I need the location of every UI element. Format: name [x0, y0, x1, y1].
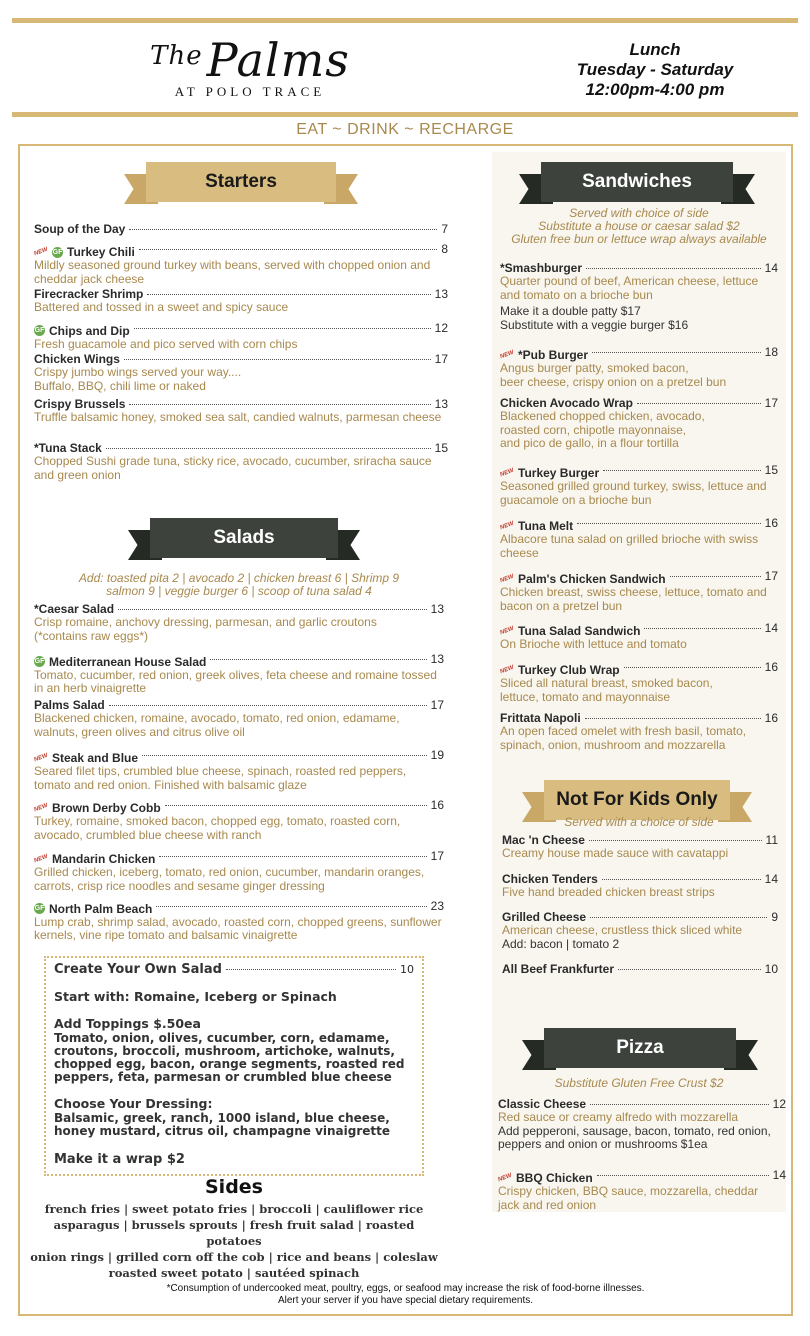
item-name-text: Mac 'n Cheese [502, 833, 585, 847]
item-description: Fresh guacamole and pico served with corn chips [34, 336, 298, 351]
item-name-text: Turkey Burger [518, 466, 600, 480]
item-price: 16 [764, 516, 778, 530]
item-extra: Make it a double patty $17 Substitute with a veggie burger $16 [500, 304, 689, 332]
item-name [502, 833, 585, 847]
new-badge-icon: NEW [499, 467, 515, 479]
create-salad-dressing-head: Choose Your Dressing: [54, 1096, 213, 1111]
leader-dots [602, 879, 761, 880]
item-price: 17 [764, 396, 778, 410]
hours-block [560, 40, 750, 100]
item-description: Blackened chicken, romaine, avocado, tomato, red onion, edamame, walnuts, green olives and citrus olive oil [34, 711, 400, 739]
item-price: 17 [430, 698, 444, 712]
leader-dots [159, 856, 426, 857]
item-name [34, 245, 135, 259]
logo-script [140, 26, 360, 90]
item-name [34, 852, 155, 866]
item-description: Crispy chicken, BBQ sauce, mozzarella, cheddar jack and red onion [498, 1184, 759, 1212]
salads-title: Salads [150, 518, 338, 558]
menu-item [34, 222, 448, 236]
item-name [500, 466, 599, 480]
leader-dots [129, 404, 430, 405]
new-badge-icon: NEW [33, 802, 49, 814]
item-name [34, 287, 143, 301]
item-description: Red sauce or creamy alfredo with mozzarella [498, 1110, 739, 1124]
kids-title: Not For Kids Only [544, 780, 730, 820]
item-name [34, 655, 206, 669]
item-price: 17 [430, 849, 444, 863]
item-description: Angus burger patty, smoked bacon, beer cheese, crispy onion on a pretzel bun [500, 361, 727, 389]
item-description: Battered and tossed in a sweet and spicy sauce [34, 300, 289, 314]
item-name [34, 902, 152, 916]
kids-note: Served with a choice of side [564, 815, 714, 829]
leader-dots [624, 667, 761, 668]
sides-line: roasted sweet potato | sautéed spinach [108, 1266, 360, 1280]
new-badge-icon: NEW [499, 349, 515, 361]
item-name-text: Palm's Chicken Sandwich [518, 572, 666, 586]
new-badge-icon: NEW [33, 752, 49, 764]
item-description: Quarter pound of beef, American cheese, lettuce and tomato on a brioche bun [500, 274, 759, 302]
menu-item [34, 698, 444, 739]
item-description: Seared filet tips, crumbled blue cheese, spinach, roasted red peppers, tomato and red onion. Finished with balsamic glaze [34, 764, 407, 792]
menu-item [500, 569, 778, 613]
gluten-free-icon: GF [34, 905, 45, 912]
item-description: Sliced all natural breast, smoked bacon, lettuce, tomato and mayonnaise [500, 676, 713, 704]
top-gold-rule [12, 18, 798, 23]
item-name [500, 519, 573, 533]
sandwiches-title: Sandwiches [541, 162, 733, 202]
menu-item [34, 321, 448, 351]
item-name-text: *Caesar Salad [34, 602, 115, 616]
item-description: Crisp romaine, anchovy dressing, parmesan, and garlic croutons (*contains raw eggs*) [34, 615, 377, 643]
item-price: 23 [430, 899, 444, 913]
item-price: 9 [771, 910, 778, 924]
item-name-text: Mediterranean House Salad [49, 654, 207, 669]
item-name [498, 1171, 593, 1185]
logo [140, 26, 360, 106]
item-description: An open faced omelet with fresh basil, tomato, spinach, onion, mushroom and mozzarella [500, 724, 747, 752]
item-name [500, 348, 588, 362]
leader-dots [147, 294, 430, 295]
item-description: Chicken breast, swiss cheese, lettuce, tomato and bacon on a pretzel bun [500, 585, 767, 613]
item-name-text: Brown Derby Cobb [52, 801, 161, 815]
item-price: 14 [764, 872, 778, 886]
salads-note: Add: toasted pita 2 | avocado 2 | chicken breast 6 | Shrimp 9 salmon 9 | veggie burger 6 | scoop of tuna salad 4 [78, 571, 400, 598]
sides-line: french fries | sweet potato fries | broccoli | cauliflower rice [44, 1202, 424, 1216]
item-description: On Brioche with lettuce and tomato [500, 637, 687, 651]
salads-banner [128, 518, 360, 558]
logo-subtitle: AT POLO TRACE [174, 84, 326, 99]
menu-item [34, 397, 448, 425]
create-salad-title: Create Your Own Salad [54, 962, 222, 977]
menu-item [500, 711, 778, 752]
leader-dots [142, 755, 427, 756]
item-price: 18 [764, 345, 778, 359]
item-price: 14 [772, 1168, 786, 1182]
leader-dots [129, 229, 437, 230]
menu-item [502, 872, 778, 900]
leader-dots [637, 403, 761, 404]
menu-item [34, 242, 448, 286]
item-description: Grilled chicken, iceberg, tomato, red onion, cucumber, mandarin oranges, carrots, crisp rice noodles and sesame ginger dressing [34, 865, 425, 893]
item-name-text: Frittata Napoli [500, 711, 581, 725]
item-price: 16 [764, 660, 778, 674]
leader-dots [109, 705, 427, 706]
item-price: 17 [764, 569, 778, 583]
item-name-text: Firecracker Shrimp [34, 287, 144, 301]
item-description: Blackened chopped chicken, avocado, roasted corn, chipotle mayonnaise, and pico de gallo, in a flour tortilla [500, 409, 705, 450]
kids-banner [522, 780, 752, 820]
item-name-text: Steak and Blue [52, 751, 139, 765]
item-name [34, 352, 120, 366]
hours-days: Tuesday - Saturday [576, 60, 734, 79]
new-badge-icon: NEW [499, 625, 515, 637]
item-name-text: Chicken Avocado Wrap [500, 396, 633, 410]
leader-dots [644, 628, 760, 629]
menu-item [502, 833, 778, 861]
menu-item [34, 849, 444, 893]
menu-item [502, 962, 778, 976]
item-name [500, 624, 640, 638]
item-name-text: All Beef Frankfurter [502, 962, 615, 976]
leader-dots [577, 523, 761, 524]
item-price: 16 [430, 798, 444, 812]
menu-item [34, 602, 444, 643]
pizza-note: Substitute Gluten Free Crust $2 [554, 1076, 724, 1090]
leader-dots [156, 906, 426, 907]
gluten-free-icon: GF [52, 248, 63, 256]
item-name [34, 602, 114, 616]
create-salad-box [44, 956, 424, 1176]
item-description: Truffle balsamic honey, smoked sea salt, candied walnuts, parmesan cheese [34, 410, 442, 424]
leader-dots [165, 805, 427, 806]
item-description: Turkey, romaine, smoked bacon, chopped egg, tomato, roasted corn, avocado, crumbled blue cheese with ranch [34, 814, 401, 842]
item-price: 13 [434, 397, 448, 411]
create-salad-header [54, 962, 414, 978]
new-badge-icon: NEW [499, 664, 515, 676]
gluten-free-icon: GF [34, 327, 45, 334]
footer-disclaimer [18, 1283, 793, 1307]
item-description: American cheese, crustless thick sliced white [502, 923, 743, 937]
new-badge-icon: NEW [33, 853, 49, 865]
sides-line: asparagus | brussels sprouts | fresh fruit salad | roasted potatoes [53, 1218, 415, 1248]
menu-item [500, 463, 778, 507]
item-name-text: Grilled Cheese [502, 910, 587, 924]
leader-dots [670, 576, 761, 577]
item-name [34, 698, 105, 712]
menu-item [34, 441, 448, 482]
menu-item [500, 345, 778, 389]
item-name [34, 441, 102, 455]
item-name-text: Tuna Salad Sandwich [518, 624, 641, 638]
pizza-banner [522, 1028, 758, 1068]
create-salad-toppings: Tomato, onion, olives, cucumber, corn, edamame, croutons, broccoli, mushroom, artichoke, walnuts, chopped egg, bacon, orange segments, roasted red peppers, feta, parmesan or crumbled blue cheese [54, 1031, 405, 1084]
menu-item [498, 1168, 786, 1212]
hours-time: 12:00pm-4:00 pm [585, 80, 725, 99]
item-name-text: BBQ Chicken [516, 1171, 593, 1185]
leader-dots [139, 249, 438, 250]
leader-dots [603, 470, 761, 471]
item-name-text: Turkey Club Wrap [518, 663, 620, 677]
sides-line: onion rings | grilled corn off the cob | rice and beans | coleslaw [30, 1250, 438, 1264]
item-name [502, 872, 598, 886]
item-description: Chopped Sushi grade tuna, sticky rice, avocado, cucumber, sriracha sauce and green onion [34, 454, 432, 482]
item-description: Seasoned grilled ground turkey, swiss, lettuce and guacamole on a brioche bun [500, 479, 767, 507]
item-price: 10 [764, 962, 778, 976]
tagline: EAT ~ DRINK ~ RECHARGE [296, 121, 514, 138]
footer-line-1: *Consumption of undercooked meat, poultry, eggs, or seafood may increase the risk of food-borne illnesses. [166, 1283, 645, 1294]
menu-item [34, 748, 444, 792]
item-description: Crispy jumbo wings served your way.... Buffalo, BBQ, chili lime or naked [34, 365, 242, 393]
item-name [34, 324, 130, 338]
item-price: 12 [434, 321, 448, 335]
item-name-text: Soup of the Day [34, 222, 126, 236]
menu-item [500, 621, 778, 652]
item-name-text: *Pub Burger [518, 348, 589, 362]
menu-item [502, 910, 778, 951]
menu-item [34, 287, 448, 315]
item-price: 13 [434, 287, 448, 301]
item-name-text: *Tuna Stack [34, 441, 102, 455]
create-salad-wrap: Make it a wrap $2 [54, 1152, 185, 1167]
menu-item [498, 1097, 786, 1152]
item-name-text: North Palm Beach [49, 901, 153, 916]
leader-dots [106, 448, 431, 449]
logo-palms: Palms [206, 33, 350, 87]
mid-gold-rule [12, 112, 798, 117]
new-badge-icon: NEW [499, 520, 515, 532]
menu-item [34, 352, 448, 393]
item-name-text: Crispy Brussels [34, 397, 126, 411]
item-price: 11 [765, 833, 778, 847]
starters-banner [124, 162, 358, 202]
item-name [500, 711, 581, 725]
item-name [502, 910, 586, 924]
item-name-text: Chips and Dip [49, 323, 130, 338]
leader-dots [592, 352, 761, 353]
item-description: Mildly seasoned ground turkey with beans, served with chopped onion and cheddar jack cheese [34, 258, 431, 286]
new-badge-icon: NEW [499, 573, 515, 585]
item-description: Tomato, cucumber, red onion, greek olives, feta cheese and romaine tossed in an herb vinaigrette [34, 667, 437, 695]
leader-dots [597, 1175, 769, 1176]
item-description: Lump crab, shrimp salad, avocado, roasted corn, chopped greens, sunflower kernels, vine ripe tomato and balsamic vinaigrette [34, 914, 442, 942]
logo-the: The [150, 41, 203, 71]
item-price: 15 [434, 441, 448, 455]
new-badge-icon: NEW [33, 246, 49, 258]
item-name-text: Tuna Melt [518, 519, 574, 533]
item-price: 15 [764, 463, 778, 477]
item-name-text: Chicken Tenders [502, 872, 598, 886]
create-salad-dressings: Balsamic, greek, ranch, 1000 island, blue cheese, honey mustard, citrus oil, champagne vinaigrette [54, 1111, 391, 1138]
leader-dots [585, 718, 761, 719]
item-price: 8 [441, 242, 448, 256]
create-salad-toppings-head: Add Toppings $.50ea [54, 1016, 201, 1031]
leader-dots [124, 359, 431, 360]
menu-item [500, 261, 778, 332]
menu-item [500, 516, 778, 560]
leader-dots [618, 969, 761, 970]
item-price: 13 [430, 602, 444, 616]
item-price: 12 [772, 1097, 786, 1111]
leader-dots [586, 268, 761, 269]
hours-meal: Lunch [629, 40, 681, 59]
item-name [500, 572, 666, 586]
menu-item [34, 652, 444, 696]
item-name [34, 751, 138, 765]
item-name [500, 261, 582, 275]
item-price: 16 [764, 711, 778, 725]
leader-dots [589, 840, 762, 841]
menu-item [34, 798, 444, 842]
leader-dots [118, 609, 427, 610]
item-name-text: Classic Cheese [498, 1097, 587, 1111]
item-name [498, 1097, 586, 1111]
item-name-text: *Smashburger [500, 261, 583, 275]
create-salad-start: Start with: Romaine, Iceberg or Spinach [54, 989, 337, 1004]
item-extra: Add: bacon | tomato 2 [502, 936, 620, 951]
leader-dots [590, 1104, 769, 1105]
item-price: 17 [434, 352, 448, 366]
pizza-title: Pizza [544, 1028, 736, 1068]
leader-dots [134, 328, 431, 329]
item-name [500, 663, 620, 677]
footer-line-2: Alert your server if you have special dietary requirements. [277, 1295, 534, 1306]
item-name-text: Turkey Chili [67, 245, 135, 259]
item-price: 14 [764, 621, 778, 635]
create-salad-price: 10 [400, 963, 414, 976]
item-name-text: Mandarin Chicken [52, 852, 156, 866]
leader-dots [590, 917, 767, 918]
item-price: 19 [430, 748, 444, 762]
menu-item [500, 396, 778, 451]
sandwiches-note: Served with choice of side Substitute a house or caesar salad $2 Gluten free bun or lettuce wrap always available [511, 206, 767, 246]
item-name [34, 801, 161, 815]
gluten-free-icon: GF [34, 658, 45, 665]
item-description: Five hand breaded chicken breast strips [502, 885, 715, 899]
item-description: Creamy house made sauce with cavatappi [502, 846, 729, 860]
sandwiches-banner [519, 162, 755, 202]
item-name-text: Chicken Wings [34, 352, 120, 366]
item-extra: Add pepperoni, sausage, bacon, tomato, red onion, peppers and onion or mushrooms $1ea [498, 1123, 771, 1151]
sides-title: Sides [205, 1176, 263, 1198]
new-badge-icon: NEW [497, 1172, 513, 1184]
item-name [34, 222, 125, 236]
item-name [500, 396, 633, 410]
item-name [502, 962, 614, 976]
item-price: 14 [764, 261, 778, 275]
item-description: Albacore tuna salad on grilled brioche with swiss cheese [500, 532, 759, 560]
sides-list [30, 1201, 438, 1281]
item-price: 13 [430, 652, 444, 666]
item-name-text: Palms Salad [34, 698, 105, 712]
menu-item [34, 899, 444, 943]
leader-dots [210, 659, 426, 660]
item-price: 7 [441, 222, 448, 236]
item-name [34, 397, 125, 411]
starters-title: Starters [146, 162, 336, 202]
menu-item [500, 660, 778, 704]
